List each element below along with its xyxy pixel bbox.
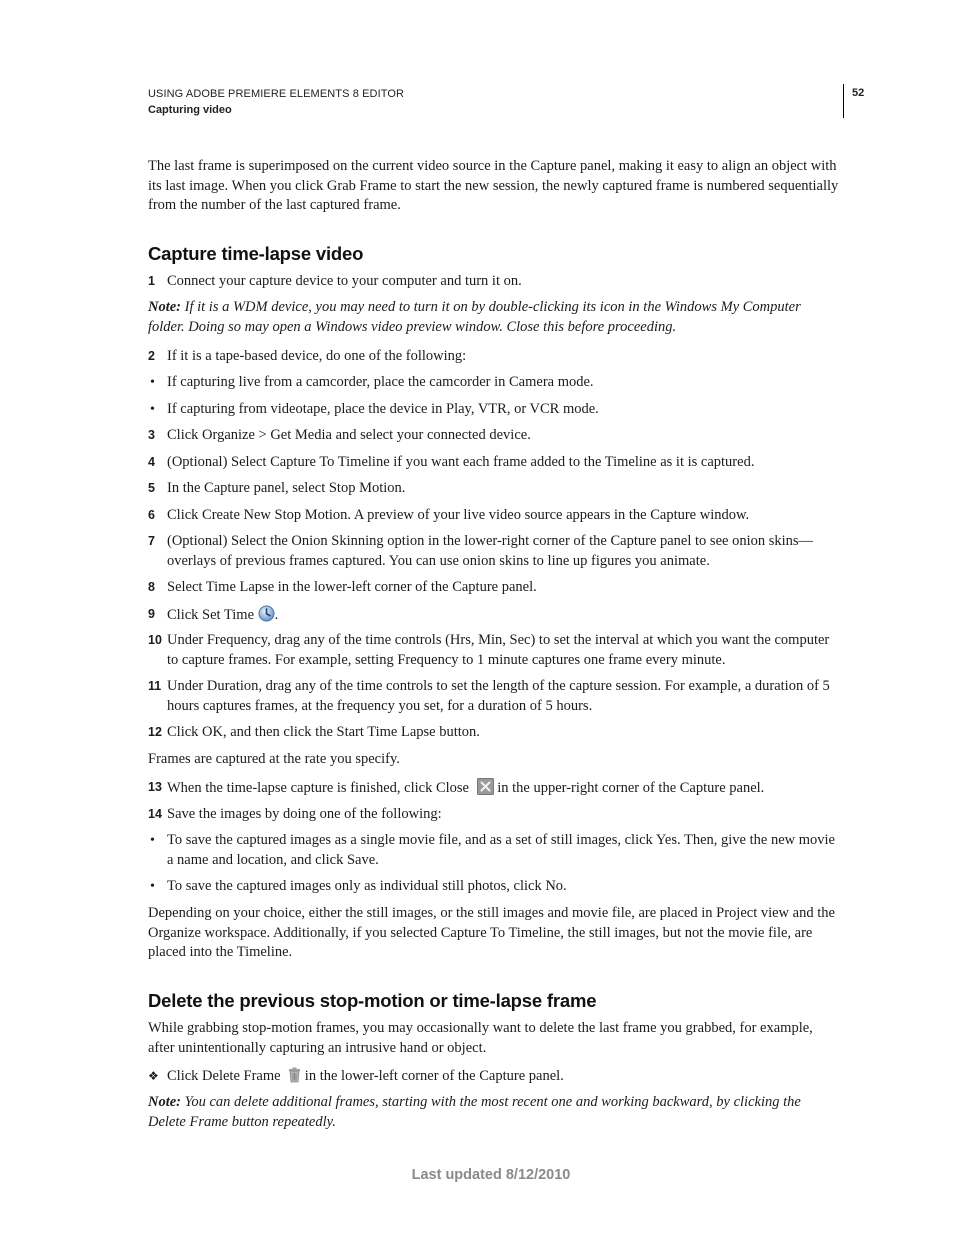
step-13 — [148, 778, 840, 802]
step-text-before: Click Set Time — [167, 607, 258, 623]
running-header-section: Capturing video — [148, 104, 232, 116]
step-text: (Optional) Select Capture To Timeline if you want each frame added to the Timeline as it is captured. — [167, 454, 755, 470]
bullet-save-yes — [148, 831, 840, 870]
bullet-mark: • — [150, 402, 155, 417]
step-text: Click Create New Stop Motion. A preview of your live video source appears in the Capture window. — [167, 507, 750, 523]
step-text-before: When the time-lapse capture is finished, click Close — [167, 780, 473, 796]
step-text-after: . — [274, 607, 279, 623]
action-text — [167, 1067, 840, 1090]
note-label: Note: — [148, 299, 182, 315]
step-2 — [148, 347, 840, 367]
close-icon — [477, 778, 494, 802]
section-heading-time-lapse: Capture time-lapse video — [148, 243, 364, 264]
step-text — [167, 778, 840, 802]
bullet-mark: • — [150, 375, 155, 390]
step-10 — [148, 631, 840, 670]
step-number: 1 — [148, 274, 155, 288]
bullet-text: To save the captured images as a single movie file, and as a set of still images, click Yes. Then, give the new movie a name and location, and click Save. — [167, 832, 835, 868]
intro-paragraph: The last frame is superimposed on the current video source in the Capture panel, making it easy to align an object with its last image. When you click Grab Frame to start the new session, the newly captured frame is numbered sequentially from the number of the last captured frame. — [148, 158, 839, 214]
step-9 — [148, 605, 840, 629]
delete-intro-paragraph: While grabbing stop-motion frames, you may occasionally want to delete the last frame you grabbed, for example, after unintentionally capturing an intrusive hand or object. — [148, 1020, 813, 1056]
step-6 — [148, 506, 840, 526]
step-text: Save the images by doing one of the following: — [167, 806, 442, 822]
bullet-text: To save the captured images only as individual still photos, click No. — [167, 878, 567, 894]
step-7 — [148, 532, 840, 571]
step-8 — [148, 578, 840, 598]
step-1 — [148, 272, 840, 292]
bullet-text: If capturing from videotape, place the device in Play, VTR, or VCR mode. — [167, 401, 599, 417]
header-divider — [843, 84, 844, 118]
choice-paragraph: Depending on your choice, either the still images, or the still images and movie file, are placed in Project view and the Organize workspace. Additionally, if you selected Capture To Timeline, the still images, but not the movie file, are placed into the Timeline. — [148, 905, 835, 961]
step-number: 3 — [148, 428, 155, 442]
step-12 — [148, 723, 840, 743]
step-number: 6 — [148, 508, 155, 522]
rate-paragraph: Frames are captured at the rate you specify. — [148, 751, 400, 767]
set-time-icon — [258, 605, 275, 629]
note-wdm — [148, 298, 840, 337]
footer-last-updated — [0, 1167, 954, 1183]
step-3 — [148, 426, 840, 446]
footer-text: Last updated 8/12/2010 — [411, 1167, 571, 1183]
step-number: 10 — [148, 633, 162, 647]
note-text: If it is a WDM device, you may need to turn it on by double-clicking its icon in the Windows My Computer folder. Doing so may open a Windows video preview window. Close this before proceeding. — [148, 299, 801, 335]
step-text: Under Frequency, drag any of the time controls (Hrs, Min, Sec) to set the interval at which you want the computer to capture frames. For example, setting Frequency to 1 minute captures one frame every minute. — [167, 632, 830, 668]
step-text: If it is a tape-based device, do one of the following: — [167, 348, 467, 364]
bullet-mark: • — [150, 833, 155, 848]
step-14 — [148, 805, 840, 825]
step-5 — [148, 479, 840, 499]
step-text — [167, 605, 840, 629]
step-number: 11 — [148, 679, 162, 693]
page-number: 52 — [852, 87, 865, 99]
action-text-before: Click Delete Frame — [167, 1068, 285, 1084]
bullet-camcorder — [148, 373, 840, 393]
note-label: Note: — [148, 1094, 182, 1110]
running-header-title: USING ADOBE PREMIERE ELEMENTS 8 EDITOR — [148, 88, 405, 100]
step-number: 14 — [148, 807, 162, 821]
bullet-text: If capturing live from a camcorder, place the camcorder in Camera mode. — [167, 374, 594, 390]
step-text: Under Duration, drag any of the time controls to set the length of the capture session. For example, a duration of 5 hours captures frames, at the frequency you set, for a duration of 5 hours. — [167, 678, 830, 714]
action-text-after: in the lower-left corner of the Capture panel. — [301, 1068, 564, 1084]
step-text-after: in the upper-right corner of the Capture panel. — [493, 780, 765, 796]
step-text: (Optional) Select the Onion Skinning option in the lower-right corner of the Capture panel to see onion skins—overlays of previous frames captured. You can use onion skins to line up figures you animate. — [167, 533, 814, 569]
trash-icon — [288, 1067, 301, 1090]
step-number: 8 — [148, 580, 155, 594]
step-number: 2 — [148, 349, 155, 363]
note-delete-repeatedly — [148, 1093, 840, 1132]
step-number: 12 — [148, 725, 162, 739]
step-text: Select Time Lapse in the lower-left corner of the Capture panel. — [167, 579, 537, 595]
step-text: In the Capture panel, select Stop Motion. — [167, 480, 406, 496]
section-heading-delete-frame: Delete the previous stop-motion or time-lapse frame — [148, 990, 597, 1011]
bullet-mark: • — [150, 879, 155, 894]
note-text: You can delete additional frames, starting with the most recent one and working backward, by clicking the Delete Frame button repeatedly. — [148, 1094, 801, 1130]
step-text: Connect your capture device to your computer and turn it on. — [167, 273, 522, 289]
step-text: Click Organize > Get Media and select your connected device. — [167, 427, 531, 443]
step-number: 9 — [148, 607, 155, 621]
action-mark: ❖ — [148, 1069, 159, 1083]
step-number: 13 — [148, 780, 162, 794]
action-delete-frame — [148, 1067, 840, 1090]
step-11 — [148, 677, 840, 716]
bullet-videotape — [148, 400, 840, 420]
step-number: 5 — [148, 481, 155, 495]
bullet-save-no — [148, 877, 840, 897]
step-number: 4 — [148, 455, 155, 469]
step-text: Click OK, and then click the Start Time Lapse button. — [167, 724, 480, 740]
step-number: 7 — [148, 534, 155, 548]
step-4 — [148, 453, 840, 473]
